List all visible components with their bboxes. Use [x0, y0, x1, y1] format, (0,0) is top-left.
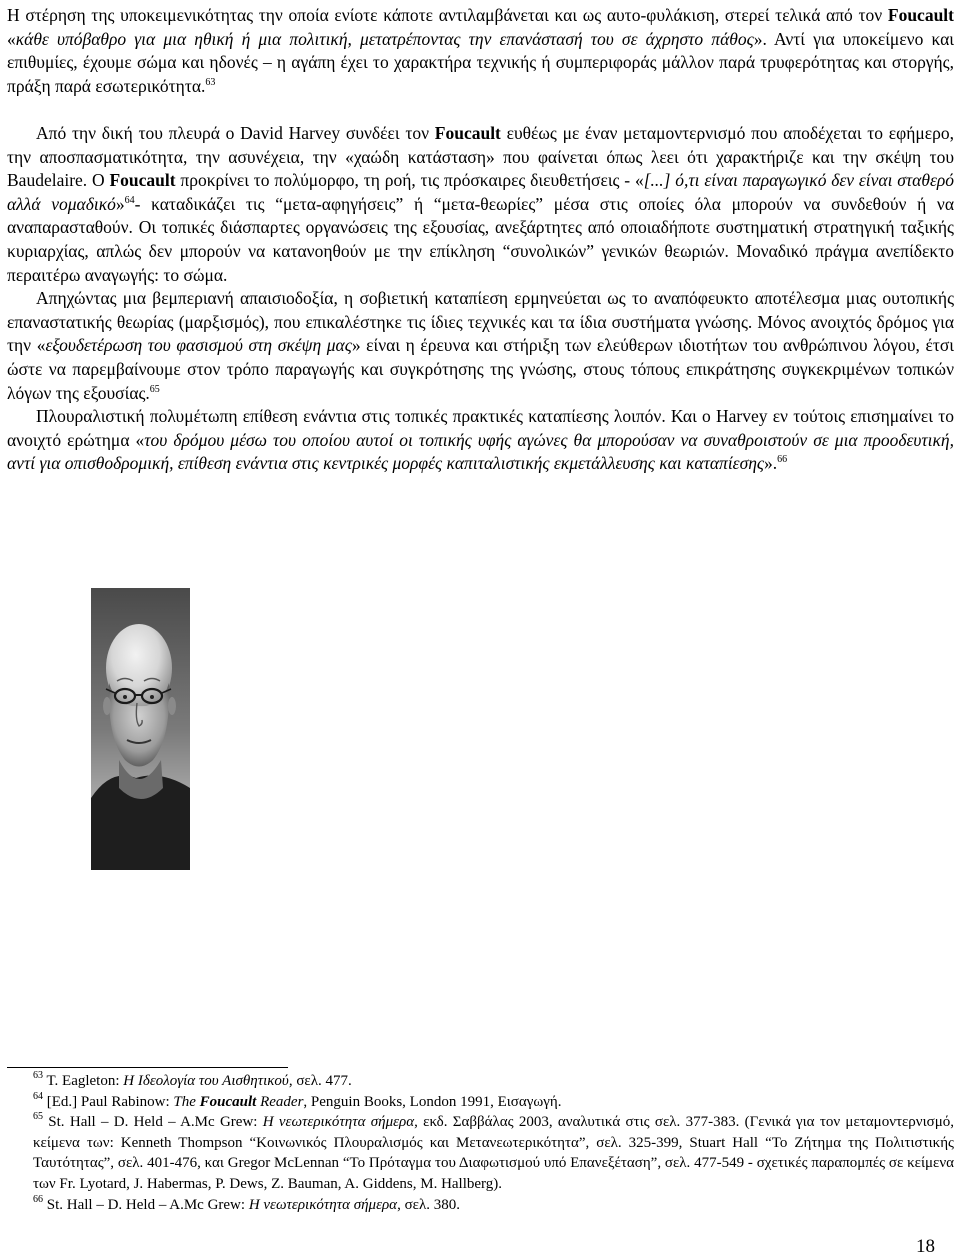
footnote-ref-64[interactable]: 64 — [124, 194, 135, 206]
paragraph-4: Πλουραλιστική πολυμέτωπη επίθεση ενάντια στις τοπικές πρακτικές καταπίεσης λοιπόν. Και ο Harvey εν τούτοις επισημαίνει το ανοιχτό ερώτημα «του δρόμου μέσω του οποίου αυτοί οι τοπικής υφής αγώνες θα μπορούσαν να συναθροιστούν σε μια προοδευτική, αντί για οπισθοδρομική, επίθεση ενάντια στις κεντρικές μορφές καπιταλιστικής εκμετάλλευσης και καταπίεσης».$^{66}$ — [7, 406, 954, 474]
body-text-top — [7, 4, 954, 98]
paragraph-3: Απηχώντας μια βεμπεριανή απαισιοδοξία, η σοβιετική καταπίεση ερμηνεύεται ως το αναπόφευκτο αποτέλεσμα μιας ουτοπικής επαναστατικής θεωρίας (μαρξισμός), που επικαλέστηκε τις ίδιες τεχνικές και τα ίδια συστήματα γνώσης. Μόνος ανοιχτός δρόμος για την «εξουδετέρωση του φασισμού στη σκέψη μας» είναι η έρευνα και στήριξη των ελεύθερων ιδιοτήτων του ανθρώπινου λόγου, έτσι ώστε να παρεμβαίνουμε στον τρόπο παραγωγής και συγκρότησης της γνώσης, στους τόπους επικράτησης συγκεκριμένων τοπικών λόγων της εξουσίας.$^{65}$ — [7, 288, 955, 403]
paragraph-1: Η στέρηση της υποκειμενικότητας την οποία ενίοτε κάποτε αντιλαμβάνεται και ως αυτο-φυλάκιση, στερεί τελικά από τον Foucault «κάθε υπόβαθρο για μια ηθική ή μια πολιτική, μετατρέποντας την επανάστασή του σε άχρηστο πάθος». Αντί για υποκείμενο και επιθυμίες, έχουμε σώμα και ηδονές – η αγάπη έχει το χαρακτήρα τεχνικής ή συμπεριφοράς μάλλον παρά τρυφερότητας και στοργής, πράξη παρά εσωτερικότητα.$^{63}$ — [7, 5, 954, 96]
paragraph-2: Από την δική του πλευρά ο David Harvey συνδέει τον Foucault ευθέως με έναν μεταμοντερνισμό που αποδέχεται το εφήμερο, την αποσπασματικότητα, την ασυνέχεια, την «χαώδη κατάσταση» που φαίνεται όπως λεει ότι χαρακτήριζε και την σκέψη του Baudelaire. Ο Foucault προκρίνει το πολύμορφο, τη ροή, τις πρόσκαιρες διευθετήσεις - «[...] ό,τι είναι παραγωγικό δεν είναι σταθερό αλλά νομαδικό»$^{64}$- καταδικάζει τις “μετα-αφηγήσεις” ή “μετα-θεωρίες” μέσα στις οποίες όλα μπορούν να συνδεθούν ή να αναπαρασταθούν. Οι τοπικές διάσπαρτες οργανώσεις της εξουσίας, ανεξάρτητες από οποιαδήποτε συστηματική στρατηγική ταξικής κυριαρχίας, απλώς δεν μπορούν να κατανοηθούν με την επίκληση “συνολικών” γενικών θεωριών. Μοναδικό πράγμα ανεπίδεκτο περαιτέρω αναγωγής: το σώμα. — [7, 123, 954, 285]
footnote-64: $^{64}$ [Ed.] Paul Rabinow: The Foucault Reader, Penguin Books, London 1991, Εισαγωγή. — [33, 1090, 562, 1110]
footnotes — [7, 1071, 954, 1215]
body-text-main — [7, 122, 954, 476]
foucault-portrait-photo — [91, 588, 190, 870]
footnote-ref-63[interactable]: 63 — [205, 76, 216, 88]
footnote-65: $^{65}$ St. Hall – D. Held – A.Mc Grew: Η νεωτερικότητα σήμερα, εκδ. Σαββάλας 2003, αναλυτικά στις σελ. 377-383. (Γενικά για τον μεταμοντερνισμό, κείμενα των: Kenneth Thompson “Κοινωνικός Πλουραλισμός και Μετανεωτερικότητα”, σελ. 325-399, Stuart Hall “Το Ζήτημα της Πολιτιστικής Ταυτότητας”, σελ. 401-476, και Gregor McLennan “Το Πρόταγμα του Διαφωτισμού υπό Επανεξέταση”, σελ. 477-549 - σχετικές παραπομπές σε κείμενα των Fr. Lyotard, J. Habermas, P. Dews, Z. Bauman, A. Giddens, M. Hallberg). — [33, 1111, 954, 1192]
footnote-separator — [7, 1067, 288, 1068]
footnote-ref-65[interactable]: 65 — [149, 383, 160, 395]
page-number: 18 — [916, 1236, 935, 1257]
footnote-ref-66[interactable]: 66 — [777, 454, 788, 466]
footnote-66: $^{66}$ St. Hall – D. Held – A.Mc Grew: Η νεωτερικότητα σήμερα, σελ. 380. — [33, 1193, 460, 1213]
footnote-63: $^{63}$ T. Eagleton: Η Ιδεολογία του Αισθητικού, σελ. 477. — [33, 1070, 352, 1089]
